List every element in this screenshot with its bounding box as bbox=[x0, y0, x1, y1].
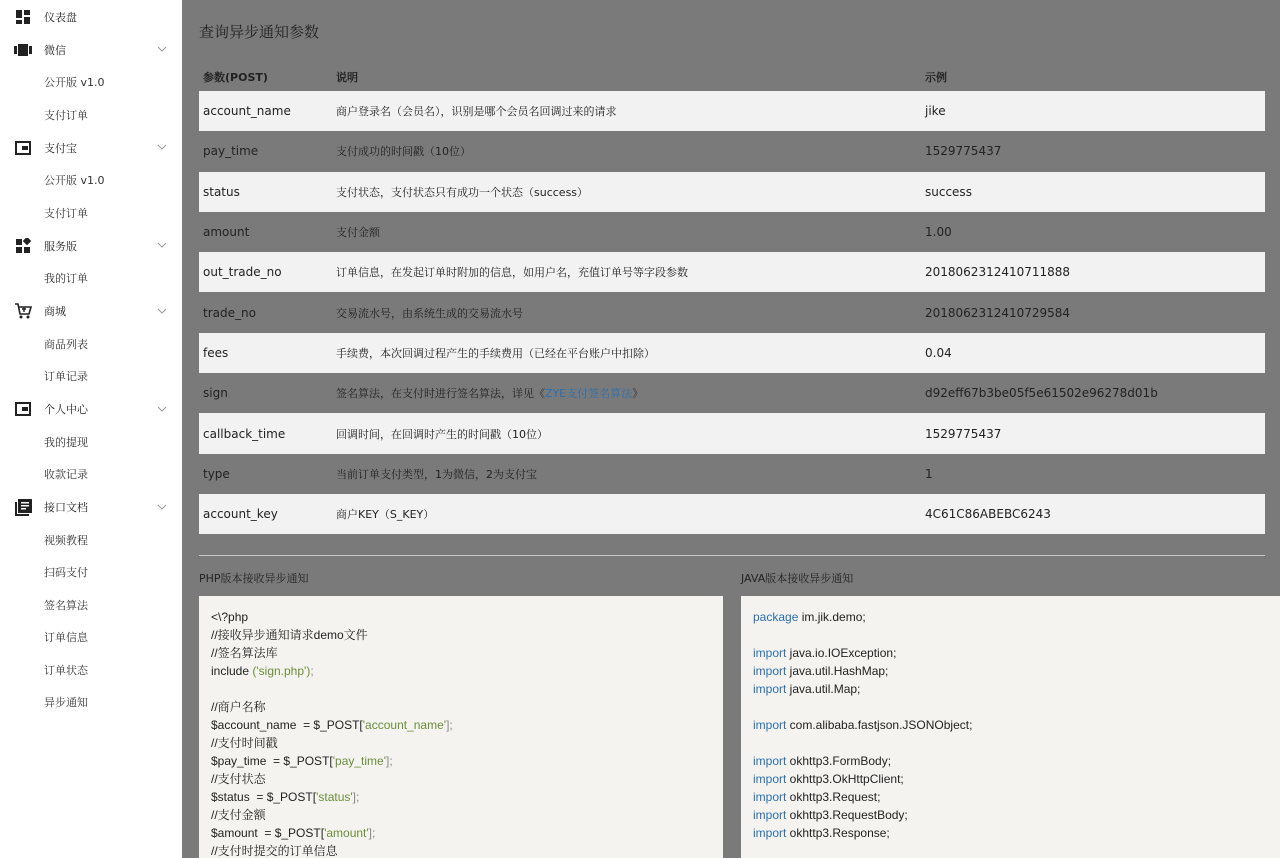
code-token: $amount = $_POST[ bbox=[211, 826, 325, 840]
param-cell: pay_time bbox=[203, 144, 259, 159]
code-token: im.jik.demo; bbox=[798, 610, 866, 624]
nav-video-tutorial[interactable]: 视频教程 bbox=[0, 524, 182, 557]
desc-cell: 商户登录名（会员名），识别是哪个会员名回调过来的请求 bbox=[336, 105, 617, 119]
code-line bbox=[753, 716, 1268, 734]
nav-service[interactable] bbox=[0, 229, 182, 262]
desc-cell: 当前订单支付类型，1为微信，2为支付宝 bbox=[336, 467, 537, 481]
chevron-down-icon bbox=[156, 141, 168, 153]
nav-sign-algorithm[interactable]: 签名算法 bbox=[0, 589, 182, 622]
table-row bbox=[199, 373, 1265, 413]
widgets-icon bbox=[14, 237, 32, 255]
table-row bbox=[199, 413, 1265, 453]
code-line: //签名算法库 bbox=[211, 646, 278, 660]
code-token: okhttp3.OkHttpClient; bbox=[786, 772, 904, 786]
nav-personal-label: 个人中心 bbox=[44, 403, 88, 416]
code-line bbox=[753, 806, 1268, 824]
params-table bbox=[199, 63, 1265, 534]
table-row bbox=[199, 131, 1265, 171]
code-token: import bbox=[753, 664, 787, 678]
example-cell: d92eff67b3be05f5e61502e96278d01b bbox=[925, 386, 1158, 401]
param-cell: amount bbox=[203, 225, 250, 240]
code-token: ]; bbox=[446, 718, 453, 732]
main-content bbox=[182, 0, 1280, 858]
code-token: 'pay_time' bbox=[332, 754, 387, 768]
code-line bbox=[211, 788, 711, 806]
desc-cell: 交易流水号，由系统生成的交易流水号 bbox=[336, 306, 523, 320]
nav-mall-label: 商城 bbox=[44, 305, 66, 318]
code-line bbox=[211, 716, 711, 734]
example-cell: success bbox=[925, 184, 972, 199]
nav-alipay-label: 支付宝 bbox=[44, 141, 77, 155]
code-token: 'status' bbox=[316, 790, 353, 804]
param-cell: status bbox=[203, 184, 240, 199]
php-section-title: PHP版本接收异步通知 bbox=[199, 572, 309, 585]
code-line bbox=[753, 752, 1268, 770]
desc-cell: 支付成功的时间戳（10位） bbox=[336, 145, 471, 159]
param-cell: type bbox=[203, 466, 230, 481]
code-token: ]; bbox=[386, 754, 393, 768]
code-line: //支付状态 bbox=[211, 772, 266, 786]
table-row bbox=[199, 333, 1265, 373]
nav-api-docs-label: 接口文档 bbox=[44, 501, 88, 514]
desc-cell bbox=[336, 385, 925, 401]
code-line bbox=[211, 752, 711, 770]
code-line bbox=[753, 626, 1268, 644]
java-code-block[interactable] bbox=[741, 596, 1280, 858]
desc-cell: 商户KEY（S_KEY） bbox=[336, 508, 435, 522]
nav-product-list[interactable]: 商品列表 bbox=[0, 328, 182, 361]
code-token: $status = $_POST[ bbox=[211, 790, 317, 804]
code-line bbox=[753, 662, 1268, 680]
code-token: import bbox=[753, 646, 787, 660]
code-line bbox=[753, 734, 1268, 752]
nav-wechat-public[interactable]: 公开版 v1.0 bbox=[0, 66, 182, 99]
code-line: //接收异步通知请求demo文件 bbox=[211, 628, 368, 642]
nav-wechat-orders[interactable]: 支付订单 bbox=[0, 99, 182, 132]
code-token: java.io.IOException; bbox=[786, 646, 897, 660]
code-line: //商户名称 bbox=[211, 700, 266, 714]
table-row bbox=[199, 252, 1265, 292]
table-row bbox=[199, 454, 1265, 494]
nav-alipay[interactable] bbox=[0, 131, 182, 164]
nav-alipay-orders[interactable]: 支付订单 bbox=[0, 197, 182, 230]
param-cell: out_trade_no bbox=[203, 265, 282, 280]
code-line bbox=[753, 698, 1268, 716]
example-cell: 0.04 bbox=[925, 345, 952, 360]
example-cell: 4C61C86ABEBC6243 bbox=[925, 507, 1051, 522]
code-line bbox=[211, 662, 711, 680]
header-example: 示例 bbox=[925, 71, 947, 84]
desc-text: 》 bbox=[632, 387, 644, 401]
code-token: com.alibaba.fastjson.JSONObject; bbox=[786, 718, 973, 732]
nav-async-notify[interactable]: 异步通知 bbox=[0, 686, 182, 719]
nav-mall[interactable] bbox=[0, 295, 182, 328]
code-token: import bbox=[753, 772, 787, 786]
table-row bbox=[199, 494, 1265, 534]
code-token: java.util.Map; bbox=[786, 682, 861, 696]
param-cell: sign bbox=[203, 386, 228, 401]
divider bbox=[199, 555, 1265, 556]
nav-dashboard-label: 仪表盘 bbox=[44, 10, 77, 24]
code-token: 'account_name' bbox=[362, 718, 447, 732]
page-title: 查询异步通知参数 bbox=[199, 23, 320, 41]
param-cell: fees bbox=[203, 345, 229, 360]
table-header bbox=[199, 63, 1265, 91]
nav-qr-payment[interactable]: 扫码支付 bbox=[0, 556, 182, 589]
nav-my-withdrawals[interactable]: 我的提现 bbox=[0, 426, 182, 459]
example-cell: 1529775437 bbox=[925, 144, 1002, 159]
code-token: okhttp3.Request; bbox=[786, 790, 881, 804]
header-desc: 说明 bbox=[336, 71, 358, 84]
code-token: import bbox=[753, 790, 787, 804]
desc-cell: 支付状态，支付状态只有成功一个状态（success） bbox=[336, 185, 589, 199]
header-param: 参数(POST) bbox=[203, 71, 268, 84]
code-line: <\?php bbox=[211, 610, 249, 624]
example-cell: 2018062312410729584 bbox=[925, 305, 1071, 320]
code-token: okhttp3.RequestBody; bbox=[786, 808, 908, 822]
code-token: include bbox=[211, 664, 253, 678]
code-token: import bbox=[753, 808, 787, 822]
example-cell: 1 bbox=[925, 466, 933, 481]
code-line: //支付时间戳 bbox=[211, 736, 278, 750]
nav-wechat-label: 微信 bbox=[44, 43, 66, 57]
param-cell: account_name bbox=[203, 104, 291, 119]
code-token: import bbox=[753, 754, 787, 768]
code-token: ]; bbox=[352, 790, 360, 804]
nav-service-label: 服务版 bbox=[44, 239, 77, 253]
code-line bbox=[211, 680, 711, 698]
code-token: okhttp3.Response; bbox=[786, 826, 890, 840]
code-line bbox=[753, 788, 1268, 806]
example-cell: 1.00 bbox=[925, 225, 952, 240]
code-line bbox=[753, 608, 1268, 626]
code-token: ]; bbox=[368, 826, 376, 840]
example-cell: jike bbox=[925, 104, 946, 119]
nav-my-orders[interactable]: 我的订单 bbox=[0, 262, 182, 295]
chevron-down-icon bbox=[156, 305, 168, 317]
nav-order-records[interactable]: 订单记录 bbox=[0, 360, 182, 393]
nav-alipay-public[interactable]: 公开版 v1.0 bbox=[0, 164, 182, 197]
chevron-down-icon bbox=[156, 43, 168, 55]
desc-cell: 订单信息，在发起订单时附加的信息，如用户名，充值订单号等字段参数 bbox=[336, 266, 688, 280]
php-code-block[interactable] bbox=[199, 596, 723, 858]
param-cell: callback_time bbox=[203, 426, 286, 441]
code-token: 'amount' bbox=[324, 826, 369, 840]
code-line bbox=[753, 644, 1268, 662]
docs-icon bbox=[14, 498, 32, 516]
param-cell: trade_no bbox=[203, 305, 256, 320]
nav-dashboard[interactable] bbox=[0, 0, 182, 33]
code-token: okhttp3.FormBody; bbox=[786, 754, 892, 768]
sidebar bbox=[0, 0, 182, 858]
sign-algorithm-link[interactable]: ZYE支付签名算法 bbox=[545, 387, 633, 401]
chevron-down-icon bbox=[156, 501, 168, 513]
example-cell: 1529775437 bbox=[925, 426, 1002, 441]
code-token: package bbox=[753, 610, 799, 624]
code-line: //支付金额 bbox=[211, 808, 266, 822]
nav-payment-records[interactable]: 收款记录 bbox=[0, 458, 182, 491]
code-token: ; bbox=[310, 664, 314, 678]
code-line bbox=[753, 824, 1268, 842]
table-row bbox=[199, 172, 1265, 212]
nav-api-docs[interactable] bbox=[0, 491, 182, 524]
code-line: //支付时提交的订单信息 bbox=[211, 844, 338, 858]
desc-cell: 回调时间，在回调时产生的时间戳（10位） bbox=[336, 427, 548, 441]
desc-cell: 支付金额 bbox=[336, 226, 380, 240]
table-row bbox=[199, 91, 1265, 131]
code-token: $account_name = $_POST[ bbox=[211, 718, 363, 732]
param-cell: account_key bbox=[203, 507, 278, 522]
code-token: import bbox=[753, 826, 787, 840]
table-row bbox=[199, 212, 1265, 252]
code-token: ('sign.php') bbox=[252, 664, 311, 678]
code-token: $pay_time = $_POST[ bbox=[211, 754, 333, 768]
code-token: java.util.HashMap; bbox=[786, 664, 889, 678]
table-row bbox=[199, 292, 1265, 332]
wallet-icon bbox=[14, 139, 32, 157]
wechat-icon bbox=[14, 41, 32, 59]
code-line bbox=[753, 842, 1268, 858]
nav-wechat[interactable] bbox=[0, 33, 182, 66]
desc-cell: 手续费，本次回调过程产生的手续费用（已经在平台账户中扣除） bbox=[336, 346, 655, 360]
java-section-title: JAVA版本接收异步通知 bbox=[741, 572, 854, 585]
code-line bbox=[753, 680, 1268, 698]
nav-order-status[interactable]: 订单状态 bbox=[0, 654, 182, 687]
code-line bbox=[753, 770, 1268, 788]
example-cell: 2018062312410711888 bbox=[925, 265, 1071, 280]
dashboard-icon bbox=[14, 8, 32, 26]
code-token: import bbox=[753, 718, 787, 732]
cart-icon bbox=[14, 302, 32, 320]
nav-order-info[interactable]: 订单信息 bbox=[0, 621, 182, 654]
chevron-down-icon bbox=[156, 239, 168, 251]
chevron-down-icon bbox=[156, 403, 168, 415]
code-line bbox=[211, 824, 711, 842]
code-token: import bbox=[753, 682, 787, 696]
wallet-icon bbox=[14, 400, 32, 418]
nav-personal[interactable] bbox=[0, 393, 182, 426]
desc-text: 签名算法，在支付时进行签名算法，详见《 bbox=[336, 387, 545, 401]
